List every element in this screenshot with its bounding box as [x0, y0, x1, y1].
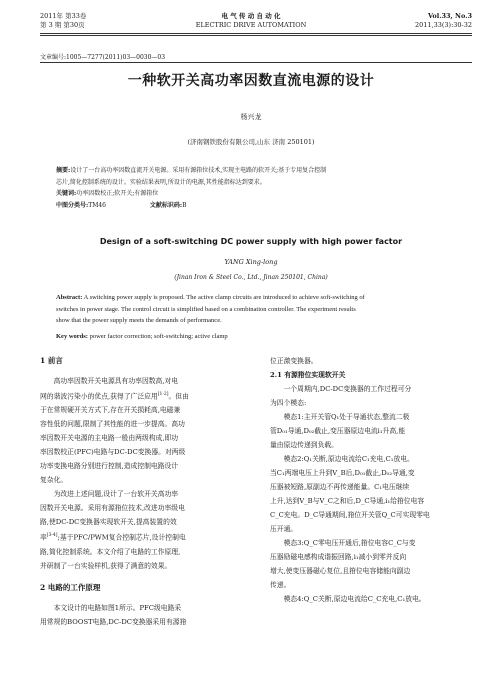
keywords-cn-text: 功率因数校正;软开关;有源箝位	[76, 190, 159, 197]
classification-line	[56, 200, 456, 212]
mode2-l1: 模态2:Q₁关断,原边电流给C₁充电,C₁放电。	[283, 455, 414, 463]
s1-p2-l4a: 率	[40, 533, 47, 542]
abstract-en-label: Abstract:	[56, 294, 83, 301]
header-rule-top	[40, 33, 472, 34]
keywords-cn-label: 关键词:	[56, 190, 77, 197]
doc-code-label: 文献标识码:	[149, 201, 183, 209]
title-en: Design of a soft-switching DC power supply with high power factor	[99, 237, 403, 246]
citation-3-4: [3-4]	[46, 533, 58, 539]
s1-p1-l1: 高功率因数开关电源具有功率因数高,对电	[53, 377, 179, 385]
article-number-rule	[40, 62, 472, 63]
s1-p1-l2b: 。但由	[168, 392, 189, 401]
mode3-l3: 增大,使变压器磁心复位,且箝位电容储能向副边	[270, 567, 411, 575]
subsection-2-1-heading: 2.1 有源箝位实现软开关	[270, 371, 346, 379]
mode3-l1: 模态3:Q_C零电压开通后,箝位电容C_C与变	[283, 539, 416, 547]
s1-p2-l1: 为改进上述问题,设计了一台软开关高功率	[53, 490, 179, 499]
mode3-l4: 传递。	[270, 581, 291, 589]
mode2-l3: 压器被短路,原副边不再传递能量。C₁电压继续	[270, 483, 410, 491]
s1-p1-l2-text: 网的谐波污染小的优点,获得了广泛应用	[40, 392, 158, 401]
mode2-l2: 当C₁两端电压上升到V_B后,D₀₁截止,D₀₂导通,变	[270, 469, 415, 477]
s1-p2-l2: 因数开关电源。采用有源箝位技术,改进功率级电	[40, 504, 185, 513]
s1-p1-l8: 复杂化。	[40, 476, 68, 485]
mode4-l1: 模态4:Q_C关断,原边电流给C_C充电,C₁放电。	[283, 595, 426, 603]
s2-p1-l1: 本文设计的电路如图1所示。PFC级电路采	[53, 603, 182, 612]
keywords-en-label: Key words:	[56, 332, 88, 340]
abstract-en-line1: A switching power supply is proposed. The active clamp circuits are introduced to achieve soft-switching of	[83, 294, 365, 301]
keywords-en-text: power factor correction; soft-switching; active clamp	[89, 332, 228, 340]
article-number: 文章编号:1005—7277(2011)03—0030—03	[40, 54, 166, 61]
s1-p1-l2	[40, 388, 250, 403]
r-l3: 为四个模态:	[270, 399, 307, 407]
mode2-l4: 上升,达到V_B与V_C之和后,D_C导通,i₁给箝位电容	[270, 497, 425, 505]
title-cn: 一种软开关高功率因数直流电源的设计	[127, 73, 375, 89]
s1-p1-l5: 率因数开关电源的主电路一般由两级构成,即功	[40, 434, 179, 443]
s1-p1-l6: 率因数校正(PFC)电路与DC-DC变换器。对两级	[40, 448, 186, 457]
clc-label: 中图分类号:	[56, 201, 89, 209]
doc-code-value: B	[182, 201, 187, 209]
section2-heading: 2 电路的工作原理	[40, 582, 101, 592]
clc-value: TM46	[88, 201, 106, 209]
s1-p2-l5: 路,简化控制系统。本文介绍了电路的工作原理,	[40, 547, 181, 556]
journal-name-en: ELECTRIC DRIVE AUTOMATION	[195, 20, 307, 29]
s1-p1-l4: 容性低的问题,限制了其性能的进一步提高。高功	[40, 420, 185, 429]
header-right-line2: 2011,33(3):30-32	[414, 20, 472, 29]
author-cn: 杨兴龙	[240, 113, 262, 121]
s1-p2-l4	[40, 529, 250, 544]
abstract-cn-label: 摘要:	[56, 167, 71, 174]
mode2-l6: 压开通。	[270, 525, 298, 533]
abstract-cn	[56, 165, 456, 211]
r-l1: 位正激变换器。	[270, 357, 318, 365]
abstract-en-line2: switches in power stage. The control circuit is simplified based on a combination controller. The experiment results	[56, 305, 356, 313]
journal-name-cn: 电 气 传 动 自 动 化	[221, 12, 281, 20]
affiliation-en: (Jinan Iron & Steel Co., Ltd., Jinan 250101, China)	[174, 274, 328, 281]
section1-heading: 1 前言	[40, 356, 63, 365]
left-column	[40, 354, 250, 629]
right-column	[270, 354, 478, 606]
mode1-l1: 模态1:主开关管Q₁处于导通状态,整流二极	[283, 413, 410, 421]
s1-p1-l3: 于在常规硬开关方式下,存在开关损耗高,电磁兼	[40, 406, 181, 415]
s1-p2-l6: 并研制了一台实验样机,获得了满意的效果。	[40, 561, 172, 570]
s1-p2-l4b: ;基于PFC/PWM复合控制芯片,设计控制电	[57, 533, 186, 542]
mode2-l5: C_C充电。D_C导通期间,箝位开关管Q_C可实现零电	[270, 511, 430, 519]
s1-p1-l7: 功率变换电路分别进行控制,造成控制电路设计	[40, 462, 179, 471]
header-left-line1: 2011年 第33卷	[40, 12, 87, 20]
affiliation-cn: (济南钢铁股份有限公司,山东 济南 250101)	[187, 138, 315, 146]
mode1-l2: 管D₀₁导通,D₀₂截止,变压器原边电流i₁升高,能	[270, 427, 406, 435]
s2-p1-l2: 用常规的BOOST电路,DC-DC变换器采用有源箝	[40, 617, 187, 626]
citation-1-2: [1-2]	[157, 392, 169, 397]
abstract-en	[56, 292, 456, 342]
abstract-cn-line1: 设计了一台高功率因数直流开关电源。采用有源箝位技术,实现主电路的软开关;基于专用复合控制	[70, 167, 327, 174]
author-en: YANG Xing-long	[224, 258, 278, 266]
mode1-l3: 量由原边传递到负载。	[270, 441, 338, 449]
mode3-l2: 压器励磁电感构成谐振回路,i₁减小到零并反向	[270, 553, 407, 561]
journal-citation	[415, 12, 472, 29]
header-right-line1: Vol.33, No.3	[427, 12, 472, 20]
s1-p2-l3: 路,使DC-DC变换器实现软开关,提高装置的效	[40, 518, 177, 527]
header-rule-bottom	[40, 35, 472, 36]
header-left-line2: 第 3 期 第30页	[40, 20, 85, 29]
r-l2: 一个周期内,DC-DC变换器的工作过程可分	[283, 385, 412, 393]
abstract-cn-line2: 芯片,简化控制系统的设计。实验结果表明,所设计的电源,其性能指标达到要求。	[56, 178, 266, 186]
abstract-en-line3: show that the power supply meets the demands of performance.	[56, 317, 222, 324]
